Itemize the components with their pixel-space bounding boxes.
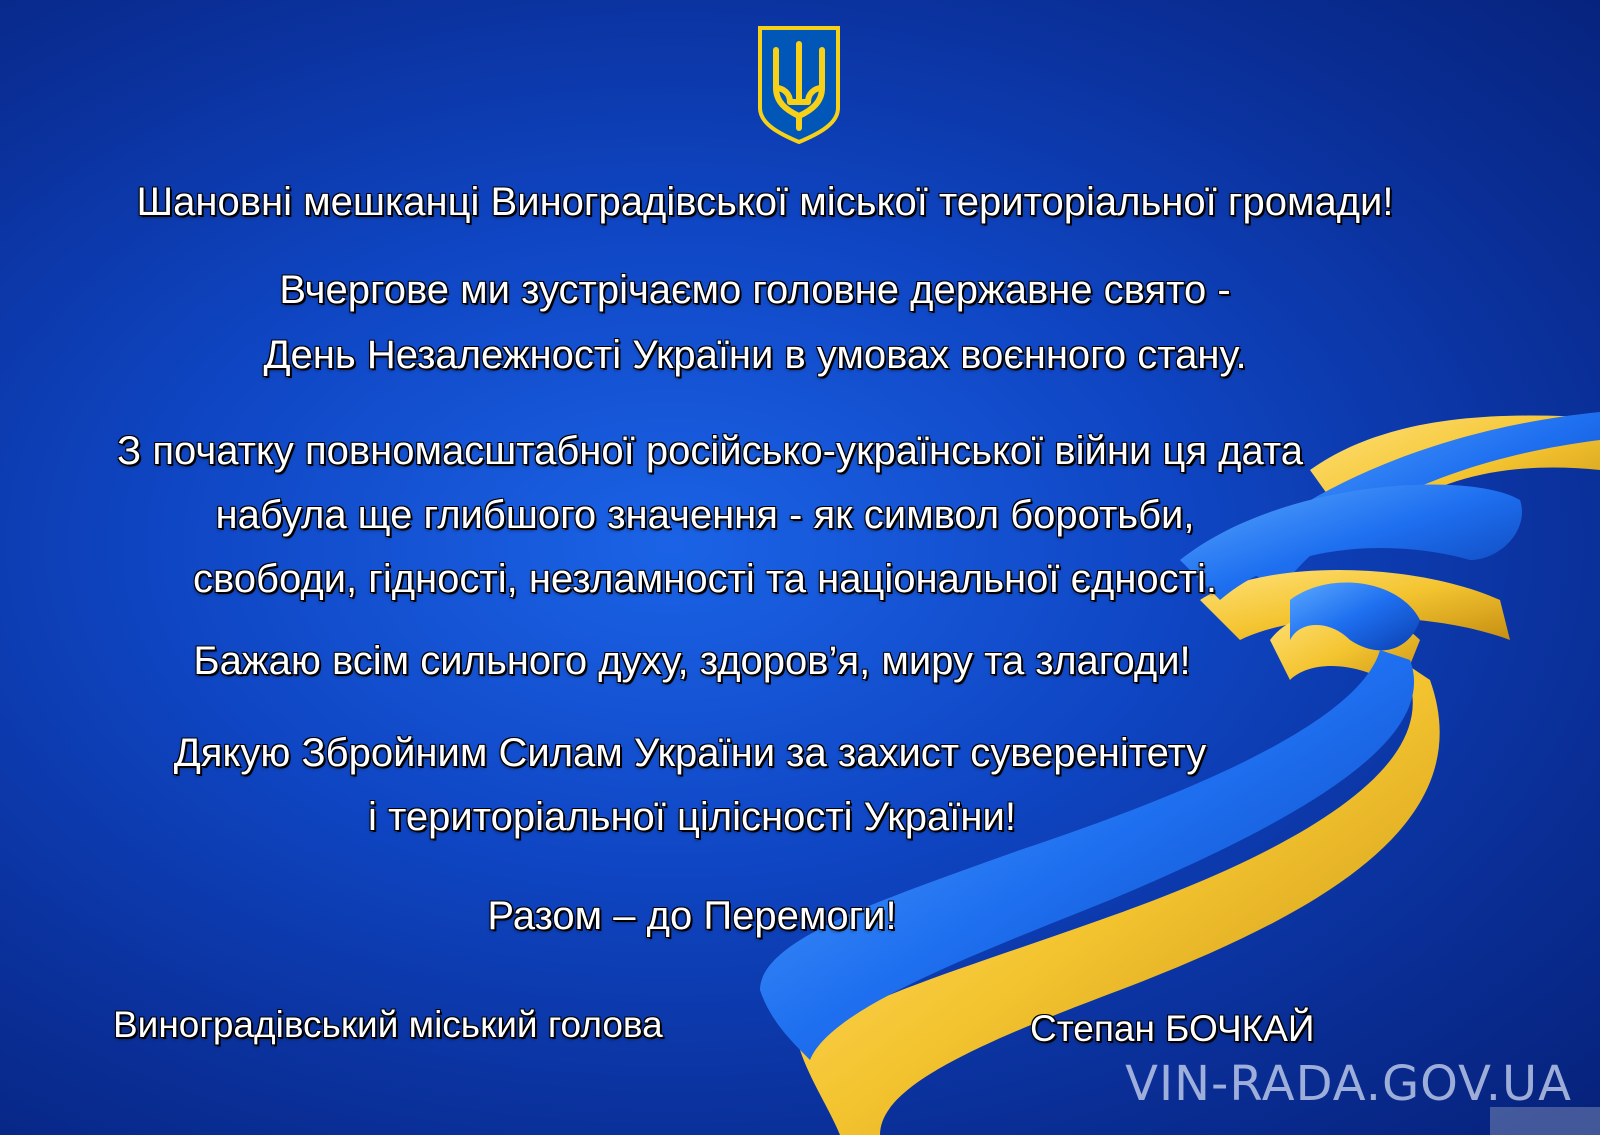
- paragraph2-line-3: свободи, гідності, незламності та національної єдності.: [192, 557, 1218, 601]
- corner-overlay: [1490, 1107, 1600, 1135]
- slogan-line: Разом – до Перемоги!: [487, 894, 897, 938]
- paragraph1-line-1: Вчергове ми зустрічаємо головне державне свято -: [279, 268, 1231, 312]
- signature-name: Степан БОЧКАЙ: [1030, 1008, 1315, 1049]
- signature-position: Виноградівський міський голова: [113, 1004, 663, 1045]
- paragraph2-line-2: набула ще глибшого значення - як символ боротьби,: [215, 493, 1195, 537]
- gratitude-line-1: Дякую Збройним Силам України за захист суверенітету: [173, 731, 1207, 775]
- paragraph2-line-1: З початку повномасштабної російсько-української війни ця дата: [117, 429, 1303, 473]
- paragraph1-line-2: День Незалежності України в умовах воєнного стану.: [263, 333, 1247, 377]
- trident-coat-of-arms-icon: [756, 24, 842, 146]
- greeting-line: Шановні мешканці Виноградівської міської територіальної громади!: [136, 180, 1394, 224]
- wish-line: Бажаю всім сильного духу, здоров’я, миру та злагоди!: [193, 639, 1191, 683]
- gratitude-line-2: і територіальної цілісності України!: [368, 795, 1016, 839]
- site-watermark: VIN-RADA.GOV.UA: [1125, 1056, 1572, 1112]
